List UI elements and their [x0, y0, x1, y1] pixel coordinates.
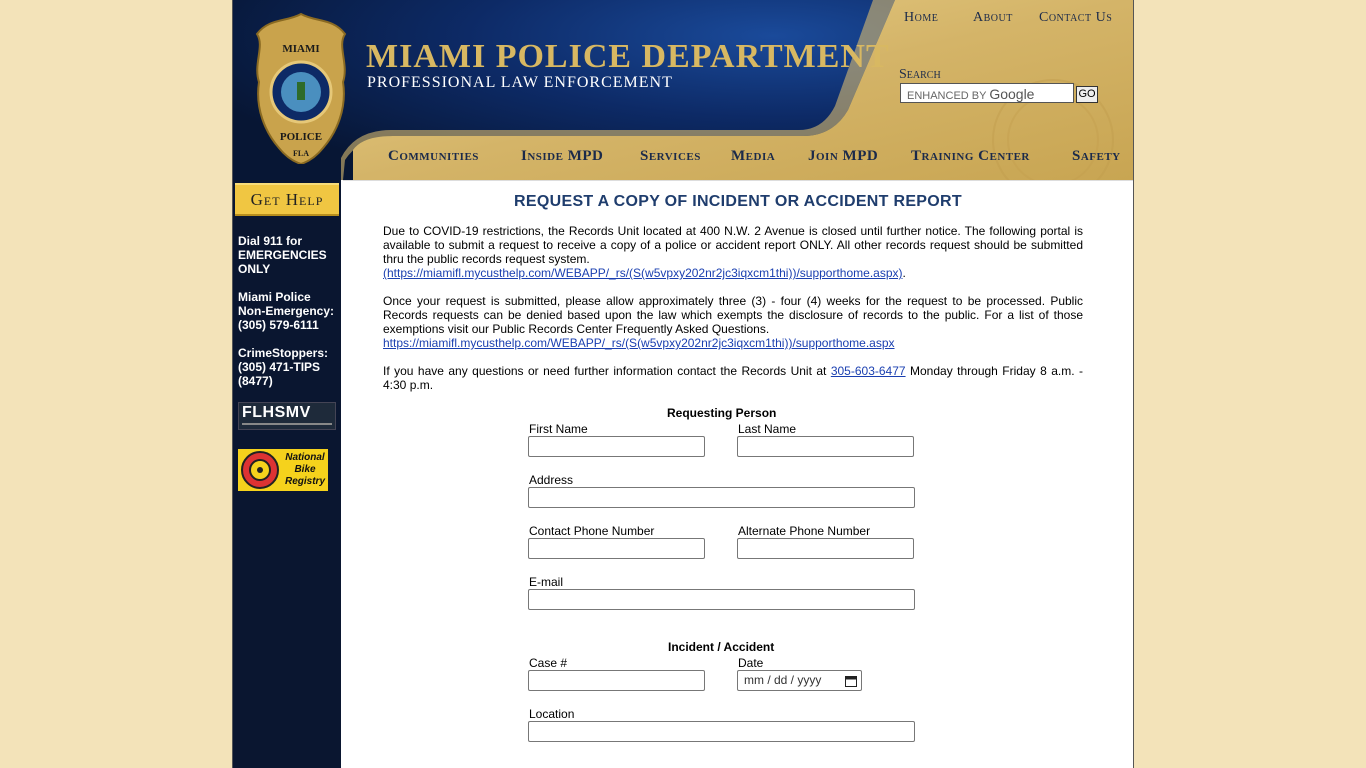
google-logo: Google [989, 86, 1035, 102]
crimestoppers-label: CrimeStoppers: [238, 346, 329, 360]
incident-accident-heading: Incident / Accident [668, 640, 775, 654]
paragraph-contact: If you have any questions or need further information contact the Records Unit at 305-603-6477 Monday through Friday 8 a.m. - 4:30 p.m. [383, 364, 1083, 392]
records-phone-link[interactable]: 305-603-6477 [830, 364, 906, 378]
search-placeholder: ENHANCED BY [907, 90, 987, 102]
badge-text-fla: FLA [293, 149, 309, 158]
calendar-icon[interactable] [845, 675, 857, 687]
page-title: REQUEST A COPY OF INCIDENT OR ACCIDENT REPORT [514, 193, 962, 210]
get-help-button[interactable]: Get Help [235, 183, 339, 216]
paragraph-processing [383, 294, 1083, 350]
address-input[interactable] [528, 487, 915, 508]
case-number-label: Case # [529, 656, 568, 670]
search-label: Search [899, 67, 941, 82]
flhsmv-logo-link[interactable] [238, 402, 336, 430]
alternate-phone-label: Alternate Phone Number [738, 524, 871, 538]
paragraph-covid-text: Due to COVID-19 restrictions, the Records Unit located at 400 N.W. 2 Avenue is closed until further notice. The following portal is available to submit a request to receive a copy of a police or accident report ONLY. All other records request should be submitted thru the public records request system. [383, 224, 1083, 266]
non-emergency-label: Miami Police Non-Emergency: [238, 290, 335, 318]
site-title: MIAMI POLICE DEPARTMENT [366, 38, 890, 75]
email-input[interactable] [528, 589, 915, 610]
topnav-about[interactable]: About [973, 10, 1013, 25]
badge-text-bottom: POLICE [279, 131, 323, 143]
case-number-input[interactable] [528, 670, 705, 691]
date-label: Date [738, 656, 764, 670]
nav-communities[interactable]: Communities [388, 148, 479, 164]
location-input[interactable] [528, 721, 915, 742]
topnav-home[interactable]: Home [904, 10, 939, 25]
first-name-input[interactable] [528, 436, 705, 457]
date-placeholder: mm / dd / yyyy [744, 673, 822, 687]
police-badge-logo[interactable] [253, 12, 349, 164]
nav-training-center[interactable]: Training Center [911, 148, 1030, 164]
emergency-text: Dial 911 for EMERGENCIES ONLY [238, 234, 327, 276]
nav-media[interactable]: Media [731, 148, 776, 164]
non-emergency-phone: (305) 579-6111 [238, 318, 319, 332]
nav-inside-mpd[interactable]: Inside MPD [521, 148, 604, 164]
nav-services[interactable]: Services [640, 148, 701, 164]
location-label: Location [529, 707, 575, 721]
search-input[interactable] [900, 83, 1074, 103]
sidebar [233, 180, 341, 768]
nav-join-mpd[interactable]: Join MPD [808, 148, 879, 164]
main-content [343, 180, 1133, 768]
site-header [233, 0, 1133, 180]
paragraph-processing-text: Once your request is submitted, please allow approximately three (3) - four (4) weeks for the request to be processed. Public Records requests can be denied based upon the law which exempts the disclosure of records to the public. For a list of those exemptions visit our Public Records Center Frequently Asked Questions. [383, 294, 1083, 336]
bike-registry-icon [240, 450, 280, 490]
contact-phone-label: Contact Phone Number [529, 524, 655, 538]
page-wrapper [232, 0, 1134, 768]
paragraph-covid: Due to COVID-19 restrictions, the Records Unit located at 400 N.W. 2 Avenue is closed until further notice. The following portal is available to submit a request to receive a copy of a police or accident report ONLY. All other records request should be submitted thru the public records request system. (https://miamifl.mycusthelp.com/WEBAPP/_rs/(S(w5vpxy202nr2jc3iqxcm1thi))/supporthome.aspx). [383, 224, 1083, 280]
search-go-button[interactable]: GO [1076, 86, 1098, 103]
records-portal-link[interactable]: (https://miamifl.mycusthelp.com/WEBAPP/_rs/(S(w5vpxy202nr2jc3iqxcm1thi))/supporthome.aspx) [383, 266, 903, 280]
topnav-contact-us[interactable]: Contact Us [1039, 10, 1113, 25]
last-name-input[interactable] [737, 436, 914, 457]
badge-text-top: MIAMI [282, 43, 320, 55]
date-input[interactable] [737, 670, 862, 691]
nav-safety[interactable]: Safety [1072, 148, 1121, 164]
site-subtitle: PROFESSIONAL LAW ENFORCEMENT [367, 74, 673, 91]
address-label: Address [529, 473, 574, 487]
email-label: E-mail [529, 575, 564, 589]
faq-link[interactable]: https://miamifl.mycusthelp.com/WEBAPP/_rs/(S(w5vpxy202nr2jc3iqxcm1thi))/supporthome.aspx [383, 336, 895, 350]
contact-phone-input[interactable] [528, 538, 705, 559]
national-bike-registry-link[interactable] [238, 449, 328, 491]
bike-registry-text: National Bike Registry [284, 452, 325, 487]
flhsmv-text: FLHSMV [242, 404, 311, 421]
crimestoppers-phone: (305) 471-TIPS (8477) [238, 360, 321, 388]
requesting-person-heading: Requesting Person [667, 406, 777, 420]
first-name-label: First Name [529, 422, 588, 436]
alternate-phone-input[interactable] [737, 538, 914, 559]
last-name-label: Last Name [738, 422, 797, 436]
